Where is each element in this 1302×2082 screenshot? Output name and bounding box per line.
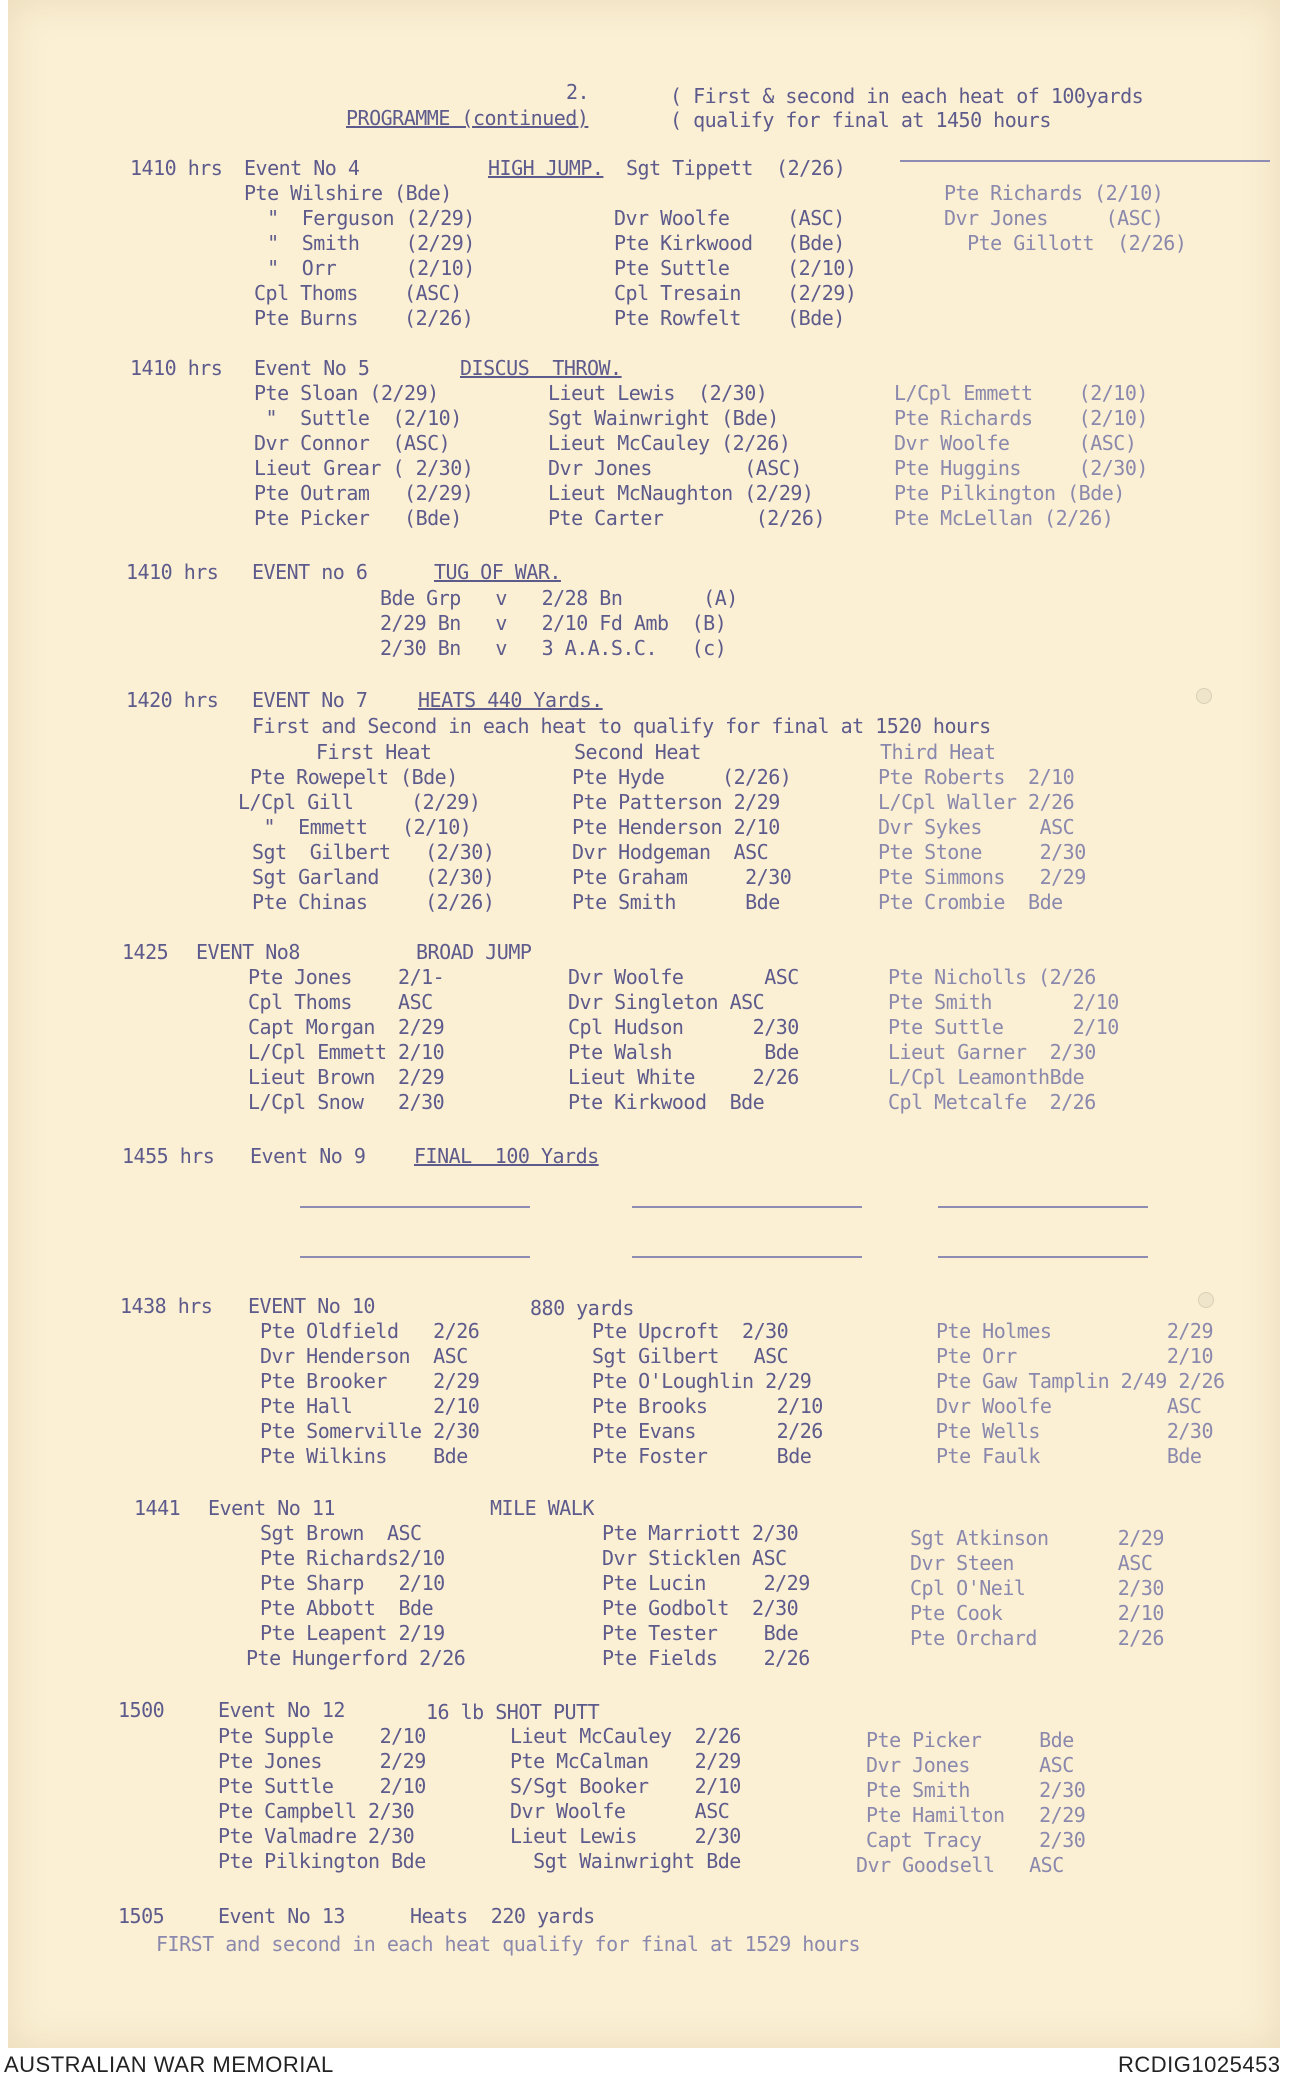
event-title: HIGH JUMP. xyxy=(488,156,604,180)
competitor: Pte Evans 2/26 xyxy=(592,1419,823,1443)
header-note-2: ( qualify for final at 1450 hours xyxy=(670,108,1051,132)
competitor: Pte Wilkins Bde xyxy=(260,1444,468,1468)
competitor: Dvr Sticklen ASC xyxy=(602,1546,787,1570)
competitor: Dvr Jones (ASC) xyxy=(944,206,1164,230)
punch-hole xyxy=(1198,1292,1214,1308)
competitor: Sgt Atkinson 2/29 xyxy=(910,1526,1164,1550)
competitor: Pte Patterson 2/29 xyxy=(572,790,780,814)
result-line xyxy=(300,1256,530,1258)
competitor: Lieut McNaughton (2/29) xyxy=(548,481,814,505)
competitor: Pte Holmes 2/29 xyxy=(936,1319,1213,1343)
competitor: Pte Walsh Bde xyxy=(568,1040,799,1064)
competitor: Dvr Woolfe ASC xyxy=(936,1394,1202,1418)
event-title: TUG OF WAR. xyxy=(434,560,561,584)
event-time: 1500 xyxy=(118,1698,165,1722)
competitor: Pte Henderson 2/10 xyxy=(572,815,780,839)
page-number: 2. xyxy=(566,80,590,104)
competitor: Pte Supple 2/10 xyxy=(218,1724,426,1748)
competitor: Pte Orr 2/10 xyxy=(936,1344,1213,1368)
competitor: Pte Foster Bde xyxy=(592,1444,812,1468)
competitor: L/Cpl Snow 2/30 xyxy=(248,1090,445,1114)
competitor: Pte Fields 2/26 xyxy=(602,1646,810,1670)
event-time: 1410 hrs xyxy=(126,560,219,584)
competitor: Dvr Jones ASC xyxy=(866,1753,1074,1777)
competitor: Pte Leapent 2/19 xyxy=(260,1621,445,1645)
competitor: L/Cpl Gill (2/29) xyxy=(238,790,481,814)
competitor: Cpl Thoms (ASC) xyxy=(254,281,462,305)
competitor: Cpl O'Neil 2/30 xyxy=(910,1576,1164,1600)
competitor: Sgt Garland (2/30) xyxy=(252,865,495,889)
competitor: Pte Hall 2/10 xyxy=(260,1394,480,1418)
competitor: Pte Chinas (2/26) xyxy=(252,890,495,914)
event-title: 16 lb SHOT PUTT xyxy=(426,1700,600,1724)
competitor: Pte O'Loughlin 2/29 xyxy=(592,1369,812,1393)
competitor: Pte Carter (2/26) xyxy=(548,506,825,530)
competitor: Dvr Woolfe (ASC) xyxy=(894,431,1137,455)
competitor: Lieut White 2/26 xyxy=(568,1065,799,1089)
event-title: Heats 220 yards xyxy=(410,1904,595,1928)
competitor: Sgt Brown ASC xyxy=(260,1521,422,1545)
competitor: Cpl Tresain (2/29) xyxy=(614,281,857,305)
archive-name: AUSTRALIAN WAR MEMORIAL xyxy=(4,2052,334,2077)
competitor: Capt Morgan 2/29 xyxy=(248,1015,445,1039)
event-label: Event No 11 xyxy=(208,1496,335,1520)
competitor: Pte Richards2/10 xyxy=(260,1546,445,1570)
competitor: Pte Roberts 2/10 xyxy=(878,765,1075,789)
competitor: Pte McLellan (2/26) xyxy=(894,506,1114,530)
competitor: Pte Upcroft 2/30 xyxy=(592,1319,789,1343)
competitor: Lieut Grear ( 2/30) xyxy=(254,456,474,480)
event-title: BROAD JUMP xyxy=(416,940,532,964)
competitor: " Suttle (2/10) xyxy=(254,406,462,430)
competitor: L/Cpl Waller 2/26 xyxy=(878,790,1075,814)
heat-heading: First Heat xyxy=(316,740,432,764)
competitor: Pte Abbott Bde xyxy=(260,1596,434,1620)
competitor: Cpl Metcalfe 2/26 xyxy=(888,1090,1096,1114)
event-time: 1441 xyxy=(134,1496,181,1520)
competitor: Pte Hamilton 2/29 xyxy=(866,1803,1086,1827)
competitor: Pte Tester Bde xyxy=(602,1621,799,1645)
competitor: Dvr Woolfe ASC xyxy=(510,1799,730,1823)
competitor: Dvr Hodgeman ASC xyxy=(572,840,769,864)
competitor: Cpl Hudson 2/30 xyxy=(568,1015,799,1039)
competitor: Lieut Lewis 2/30 xyxy=(510,1824,741,1848)
competitor: Pte Jones 2/29 xyxy=(218,1749,426,1773)
competitor: Pte Wells 2/30 xyxy=(936,1419,1213,1443)
competitor: Cpl Thoms ASC xyxy=(248,990,433,1014)
competitor: Pte Pilkington (Bde) xyxy=(894,481,1125,505)
competitor: Pte Richards (2/10) xyxy=(944,181,1164,205)
competitor: Capt Tracy 2/30 xyxy=(866,1828,1086,1852)
event-title: MILE WALK xyxy=(490,1496,594,1520)
competitor: L/Cpl Emmett 2/10 xyxy=(248,1040,445,1064)
competitor: L/Cpl LeamonthBde xyxy=(888,1065,1085,1089)
competitor: " Emmett (2/10) xyxy=(252,815,472,839)
competitor: Pte Faulk Bde xyxy=(936,1444,1202,1468)
competitor: Pte Crombie Bde xyxy=(878,890,1063,914)
heat-heading: Third Heat xyxy=(880,740,996,764)
header-note-1: ( First & second in each heat of 100yards xyxy=(670,84,1144,108)
event-time: 1420 hrs xyxy=(126,688,219,712)
event-time: 1425 xyxy=(122,940,169,964)
competitor: Pte Gaw Tamplin 2/49 2/26 xyxy=(936,1369,1225,1393)
competitor: Sgt Wainwright Bde xyxy=(510,1849,741,1873)
heat-heading: Second Heat xyxy=(574,740,701,764)
result-line xyxy=(300,1206,530,1208)
competitor: Pte Hungerford 2/26 xyxy=(246,1646,466,1670)
competitor: Lieut Garner 2/30 xyxy=(888,1040,1096,1064)
result-line xyxy=(938,1256,1148,1258)
competitor: Pte Jones 2/1- xyxy=(248,965,445,989)
competitor: L/Cpl Emmett (2/10) xyxy=(894,381,1148,405)
competitor: Pte Sharp 2/10 xyxy=(260,1571,445,1595)
competitor: Dvr Connor (ASC) xyxy=(254,431,451,455)
competitor: Pte Wilshire (Bde) xyxy=(244,181,452,205)
event-note: First and Second in each heat to qualify for final at 1520 hours xyxy=(252,714,991,738)
competitor: Pte Godbolt 2/30 xyxy=(602,1596,799,1620)
result-line xyxy=(632,1206,862,1208)
competitor: Pte Rowfelt (Bde) xyxy=(614,306,845,330)
event-label: Event No 4 xyxy=(244,156,360,180)
event-time: 1505 xyxy=(118,1904,165,1928)
competitor: Pte Smith Bde xyxy=(572,890,780,914)
competitor: Pte Smith 2/10 xyxy=(888,990,1119,1014)
event-title: FINAL 100 Yards xyxy=(414,1144,599,1168)
tug-of-war-bout: 2/30 Bn v 3 A.A.S.C. (c) xyxy=(380,636,727,660)
event-label: Event No 12 xyxy=(218,1698,345,1722)
event-label: EVENT no 6 xyxy=(252,560,368,584)
competitor: Dvr Henderson ASC xyxy=(260,1344,468,1368)
result-line xyxy=(632,1256,862,1258)
competitor: Dvr Woolfe ASC xyxy=(568,965,799,989)
tug-of-war-bout: Bde Grp v 2/28 Bn (A) xyxy=(380,586,738,610)
competitor: Pte Stone 2/30 xyxy=(878,840,1086,864)
competitor: Dvr Goodsell ASC xyxy=(856,1853,1064,1877)
event-label: Event No 13 xyxy=(218,1904,345,1928)
competitor: Pte Brooks 2/10 xyxy=(592,1394,823,1418)
competitor: Sgt Wainwright (Bde) xyxy=(548,406,779,430)
competitor: Pte Burns (2/26) xyxy=(254,306,474,330)
event-time: 1438 hrs xyxy=(120,1294,213,1318)
event-title: HEATS 440 Yards. xyxy=(418,688,603,712)
competitor: Pte Campbell 2/30 xyxy=(218,1799,415,1823)
page-title: PROGRAMME (continued) xyxy=(346,106,589,130)
event-label: Event No 5 xyxy=(254,356,370,380)
competitor: Pte Picker Bde xyxy=(866,1728,1074,1752)
header-rule xyxy=(900,160,1270,162)
event-label: EVENT No8 xyxy=(196,940,300,964)
event-official: Sgt Tippett (2/26) xyxy=(626,156,846,180)
competitor: Dvr Woolfe (ASC) xyxy=(614,206,845,230)
competitor: Pte Suttle 2/10 xyxy=(888,1015,1119,1039)
competitor: Pte Lucin 2/29 xyxy=(602,1571,810,1595)
competitor: Dvr Steen ASC xyxy=(910,1551,1153,1575)
competitor: Pte Gillott (2/26) xyxy=(944,231,1187,255)
competitor: Pte McCalman 2/29 xyxy=(510,1749,741,1773)
competitor: Pte Huggins (2/30) xyxy=(894,456,1148,480)
competitor: Pte Orchard 2/26 xyxy=(910,1626,1164,1650)
competitor: " Smith (2/29) xyxy=(244,231,475,255)
punch-hole xyxy=(1196,688,1212,704)
competitor: Pte Graham 2/30 xyxy=(572,865,792,889)
event-label: EVENT No 7 xyxy=(252,688,368,712)
event-title: DISCUS THROW. xyxy=(460,356,622,380)
event-label: EVENT No 10 xyxy=(248,1294,375,1318)
competitor: Pte Brooker 2/29 xyxy=(260,1369,480,1393)
competitor: Lieut Brown 2/29 xyxy=(248,1065,445,1089)
competitor: Lieut McCauley (2/26) xyxy=(548,431,791,455)
competitor: Dvr Sykes ASC xyxy=(878,815,1075,839)
competitor: Pte Hyde (2/26) xyxy=(572,765,792,789)
competitor: Pte Somerville 2/30 xyxy=(260,1419,480,1443)
competitor: Pte Smith 2/30 xyxy=(866,1778,1086,1802)
competitor: Pte Rowepelt (Bde) xyxy=(250,765,458,789)
event-time: 1455 hrs xyxy=(122,1144,215,1168)
result-line xyxy=(938,1206,1148,1208)
event-note: FIRST and second in each heat qualify for final at 1529 hours xyxy=(156,1932,861,1956)
competitor: Pte Oldfield 2/26 xyxy=(260,1319,480,1343)
tug-of-war-bout: 2/29 Bn v 2/10 Fd Amb (B) xyxy=(380,611,727,635)
competitor: Pte Valmadre 2/30 xyxy=(218,1824,415,1848)
competitor: Dvr Jones (ASC) xyxy=(548,456,802,480)
competitor: Sgt Gilbert ASC xyxy=(592,1344,789,1368)
event-time: 1410 hrs xyxy=(130,156,223,180)
competitor: Pte Cook 2/10 xyxy=(910,1601,1164,1625)
competitor: " Orr (2/10) xyxy=(244,256,475,280)
competitor: Lieut McCauley 2/26 xyxy=(510,1724,741,1748)
competitor: S/Sgt Booker 2/10 xyxy=(510,1774,741,1798)
competitor: Sgt Gilbert (2/30) xyxy=(252,840,495,864)
competitor: Pte Kirkwood (Bde) xyxy=(614,231,845,255)
competitor: Lieut Lewis (2/30) xyxy=(548,381,768,405)
competitor: " Ferguson (2/29) xyxy=(244,206,475,230)
event-label: Event No 9 xyxy=(250,1144,366,1168)
competitor: Pte Suttle 2/10 xyxy=(218,1774,426,1798)
event-title: 880 yards xyxy=(530,1296,634,1320)
competitor: Pte Picker (Bde) xyxy=(254,506,462,530)
competitor: Pte Kirkwood Bde xyxy=(568,1090,765,1114)
competitor: Pte Simmons 2/29 xyxy=(878,865,1086,889)
competitor: Pte Nicholls (2/26 xyxy=(888,965,1096,989)
competitor: Pte Sloan (2/29) xyxy=(254,381,439,405)
competitor: Pte Pilkington Bde xyxy=(218,1849,426,1873)
archive-id: RCDIG1025453 xyxy=(1118,2052,1281,2077)
competitor: Pte Suttle (2/10) xyxy=(614,256,857,280)
competitor: Pte Marriott 2/30 xyxy=(602,1521,799,1545)
event-time: 1410 hrs xyxy=(130,356,223,380)
competitor: Pte Richards (2/10) xyxy=(894,406,1148,430)
competitor: Dvr Singleton ASC xyxy=(568,990,765,1014)
competitor: Pte Outram (2/29) xyxy=(254,481,474,505)
